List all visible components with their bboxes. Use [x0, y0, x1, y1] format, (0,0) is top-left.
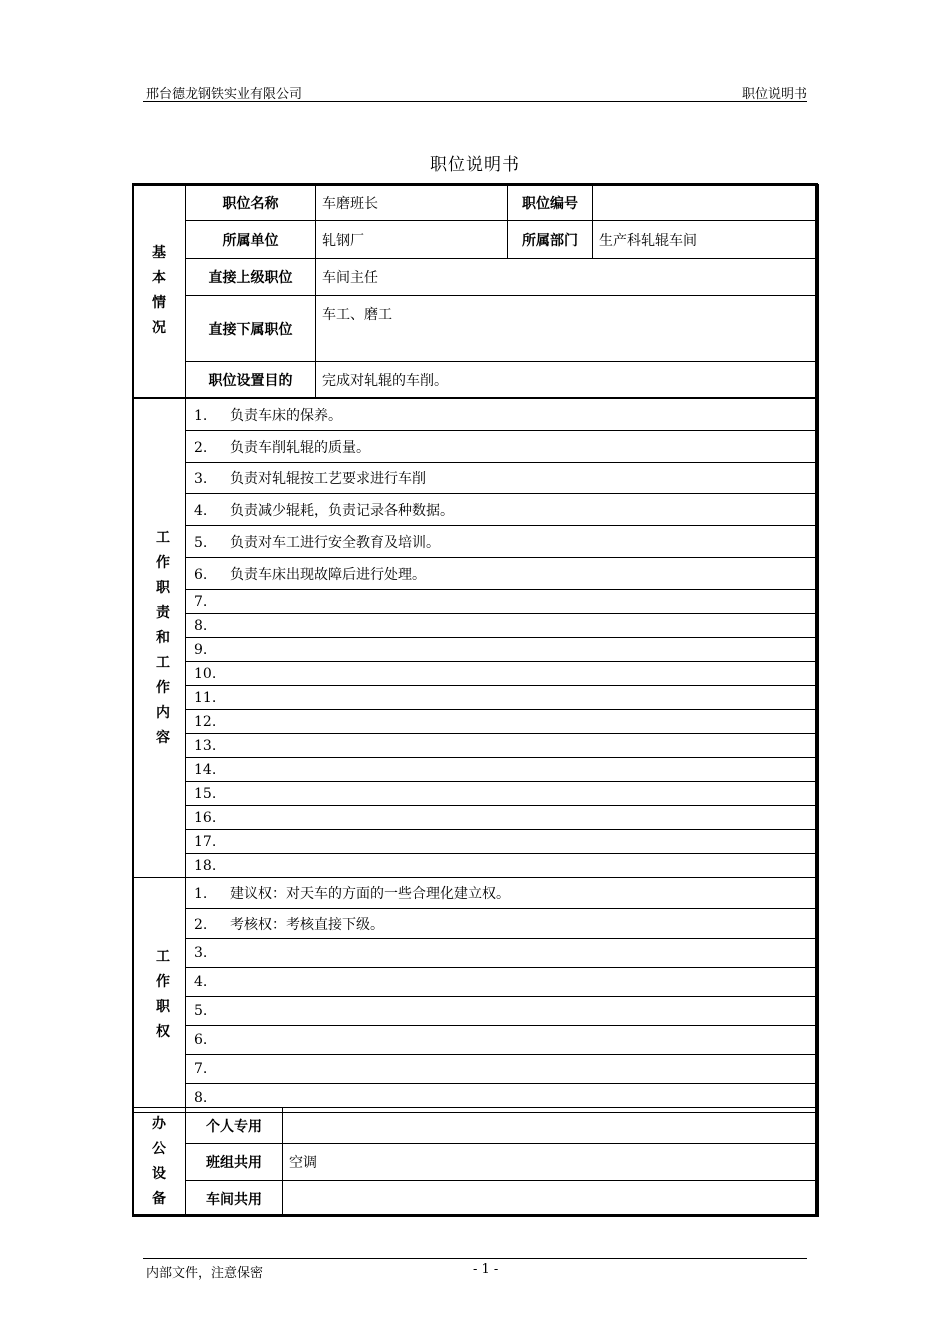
item-number: 15.	[194, 785, 217, 802]
cat-char: 和	[156, 629, 170, 646]
team-label: 班组共用	[186, 1144, 283, 1181]
superior-label: 直接上级职位	[186, 259, 316, 296]
cat-char: 基	[152, 245, 166, 261]
dept-value: 生产科轧辊车间	[593, 221, 819, 259]
item-number: 18.	[194, 857, 217, 874]
page-number: - 1 -	[473, 1262, 499, 1277]
item-number: 11.	[194, 689, 217, 706]
cat-char: 设	[152, 1166, 166, 1182]
cat-char: 工	[156, 529, 170, 546]
item-number: 4.	[194, 502, 208, 519]
dept-label: 所属部门	[508, 221, 593, 259]
unit-label: 所属单位	[186, 221, 316, 259]
item-text: 负责车床的保养。	[230, 407, 342, 424]
item-number: 7.	[194, 1061, 208, 1077]
item-text: 负责车床出现故障后进行处理。	[230, 566, 426, 583]
cat-char: 备	[152, 1191, 166, 1207]
purpose-value: 完成对轧辊的车削。	[316, 362, 819, 398]
cat-char: 责	[156, 604, 170, 621]
item-text: 建议权：对天车的方面的一些合理化建立权。	[230, 886, 510, 902]
cat-char: 本	[152, 270, 166, 286]
header-company: 邢台德龙钢铁实业有限公司	[146, 87, 303, 102]
item-number: 2.	[194, 916, 208, 933]
item-number: 10.	[194, 665, 217, 682]
personal-label: 个人专用	[186, 1108, 283, 1144]
item-number: 17.	[194, 833, 217, 850]
item-text: 负责减少辊耗，负责记录各种数据。	[230, 502, 454, 519]
team-value: 空调	[283, 1144, 819, 1181]
item-number: 4.	[194, 974, 208, 990]
item-number: 13.	[194, 737, 217, 754]
page-header	[143, 81, 807, 102]
cat-char: 公	[152, 1141, 166, 1157]
cat-char: 权	[156, 1024, 170, 1040]
workshop-label: 车间共用	[186, 1181, 283, 1217]
item-number: 5.	[194, 534, 208, 551]
item-number: 1.	[194, 886, 208, 902]
table-outer-border	[132, 183, 818, 1217]
item-number: 8.	[194, 1090, 208, 1106]
cat-char: 工	[156, 949, 170, 965]
item-number: 7.	[194, 593, 208, 610]
cat-char: 容	[156, 729, 170, 746]
position-name-label: 职位名称	[186, 185, 316, 221]
item-text: 负责车削轧辊的质量。	[230, 439, 370, 456]
cat-char: 作	[156, 679, 170, 696]
cat-char: 况	[152, 320, 166, 336]
item-text: 负责对车工进行安全教育及培训。	[230, 534, 440, 551]
item-number: 3.	[194, 945, 208, 961]
superior-value: 车间主任	[316, 259, 819, 296]
cat-char: 工	[156, 654, 170, 671]
item-number: 8.	[194, 617, 208, 634]
item-number: 14.	[194, 761, 217, 778]
cat-char: 内	[156, 704, 170, 721]
item-text: 考核权：考核直接下级。	[230, 916, 384, 933]
item-number: 2.	[194, 439, 208, 456]
item-number: 5.	[194, 1003, 208, 1019]
item-number: 9.	[194, 641, 208, 658]
item-number: 6.	[194, 566, 208, 583]
unit-value: 轧钢厂	[316, 221, 508, 259]
item-number: 3.	[194, 471, 208, 487]
item-text: 负责对轧辊按工艺要求进行车削	[230, 471, 426, 487]
cat-char: 职	[156, 999, 170, 1015]
item-number: 12.	[194, 713, 217, 730]
page-footer	[143, 1258, 807, 1281]
cat-char: 作	[156, 554, 170, 571]
item-number: 16.	[194, 809, 217, 826]
cat-char: 职	[156, 579, 170, 596]
purpose-label: 职位设置目的	[186, 362, 316, 398]
subordinate-label: 直接下属职位	[186, 296, 316, 362]
position-name-value: 车磨班长	[316, 185, 508, 221]
item-number: 1.	[194, 407, 208, 424]
cat-char: 情	[152, 295, 166, 311]
cat-char: 办	[152, 1116, 166, 1132]
position-code-label: 职位编号	[508, 185, 593, 221]
document-title: 职位说明书	[430, 155, 520, 175]
header-doc-type: 职位说明书	[741, 87, 807, 102]
footer-note: 内部文件，注意保密	[146, 1266, 264, 1281]
cat-char: 作	[156, 974, 170, 990]
subordinate-value: 车工、磨工	[316, 296, 819, 362]
item-number: 6.	[194, 1032, 208, 1048]
